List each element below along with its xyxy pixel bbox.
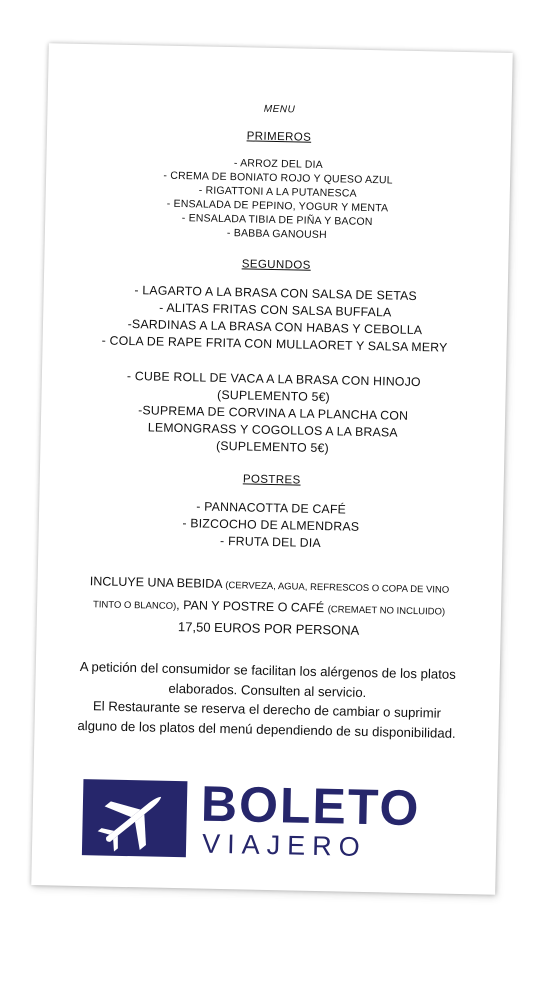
includes-label: INCLUYE UNA BEBIDA xyxy=(89,574,222,591)
menu-title: MENU xyxy=(263,103,296,116)
list-item: - ENSALADA DE PEPINO, YOGUR Y MENTA xyxy=(166,197,389,215)
list-item: - ARROZ DEL DIA xyxy=(233,157,323,171)
list-item: -SARDINAS A LA BRASA CON HABAS Y CEBOLLA xyxy=(127,316,423,338)
list-item: - ENSALADA TIBIA DE PIÑA Y BACON xyxy=(181,212,373,229)
list-item: - BIZCOCHO DE ALMENDRAS xyxy=(182,516,360,534)
list-item: -SUPREMA DE CORVINA A LA PLANCHA CON LEMONGRASS Y COGOLLOS A LA BRASA (SUPLEMENTO 5€) xyxy=(138,403,409,456)
section-heading-segundos: SEGUNDOS xyxy=(241,258,311,272)
segundos-list xyxy=(42,280,507,358)
list-item: - FRUTA DEL DIA xyxy=(219,533,321,551)
postres-list xyxy=(38,495,503,556)
list-item: - BABBA GANOUSH xyxy=(226,227,327,242)
primeros-list xyxy=(45,152,511,246)
allergen-notice: A petición del consumidor se facilitan los alérgenos de los platos elaborados. Consulten al servicio. xyxy=(79,659,456,700)
list-item: - ALITAS FRITAS CON SALSA BUFFALA xyxy=(159,300,392,320)
notice xyxy=(71,657,463,743)
list-item: - CUBE ROLL DE VACA A LA BRASA CON HINOJO (SUPLEMENTO 5€) xyxy=(126,368,421,405)
list-item: - LAGARTO A LA BRASA CON SALSA DE SETAS xyxy=(134,283,418,303)
section-heading-primeros: PRIMEROS xyxy=(246,130,312,144)
brand-name: BOLETO xyxy=(200,775,421,837)
menu-card xyxy=(31,43,513,895)
section-heading-postres: POSTRES xyxy=(242,473,301,487)
list-item: - RIGATTONI A LA PUTANESCA xyxy=(198,184,357,200)
list-item: - COLA DE RAPE FRITA CON MULLAORET Y SALSA MERY xyxy=(101,333,448,355)
bread-dessert: , PAN Y POSTRE O CAFÉ xyxy=(176,598,325,616)
brand-tagline: VIAJERO xyxy=(201,828,367,863)
cremaet-note: (CREMAET NO INCLUIDO) xyxy=(327,604,446,618)
reserve-notice: El Restaurante se reserva el derecho de cambiar o suprimir alguno de los platos del menú dependiendo de su disponibilidad. xyxy=(77,698,456,741)
price-block xyxy=(83,571,454,643)
list-item: - CREMA DE BONIATO ROJO Y QUESO AZUL xyxy=(163,169,393,187)
airplane-icon xyxy=(82,779,188,857)
brand-logo xyxy=(82,775,444,867)
segundos-supplement-list xyxy=(40,366,506,461)
list-item: - PANNACOTTA DE CAFÉ xyxy=(196,499,347,517)
drink-options: (CERVEZA, AGUA, REFRESCOS O COPA DE VINO TINTO O BLANCO) xyxy=(92,580,450,613)
price-total: 17,50 EUROS POR PERSONA xyxy=(177,619,360,638)
